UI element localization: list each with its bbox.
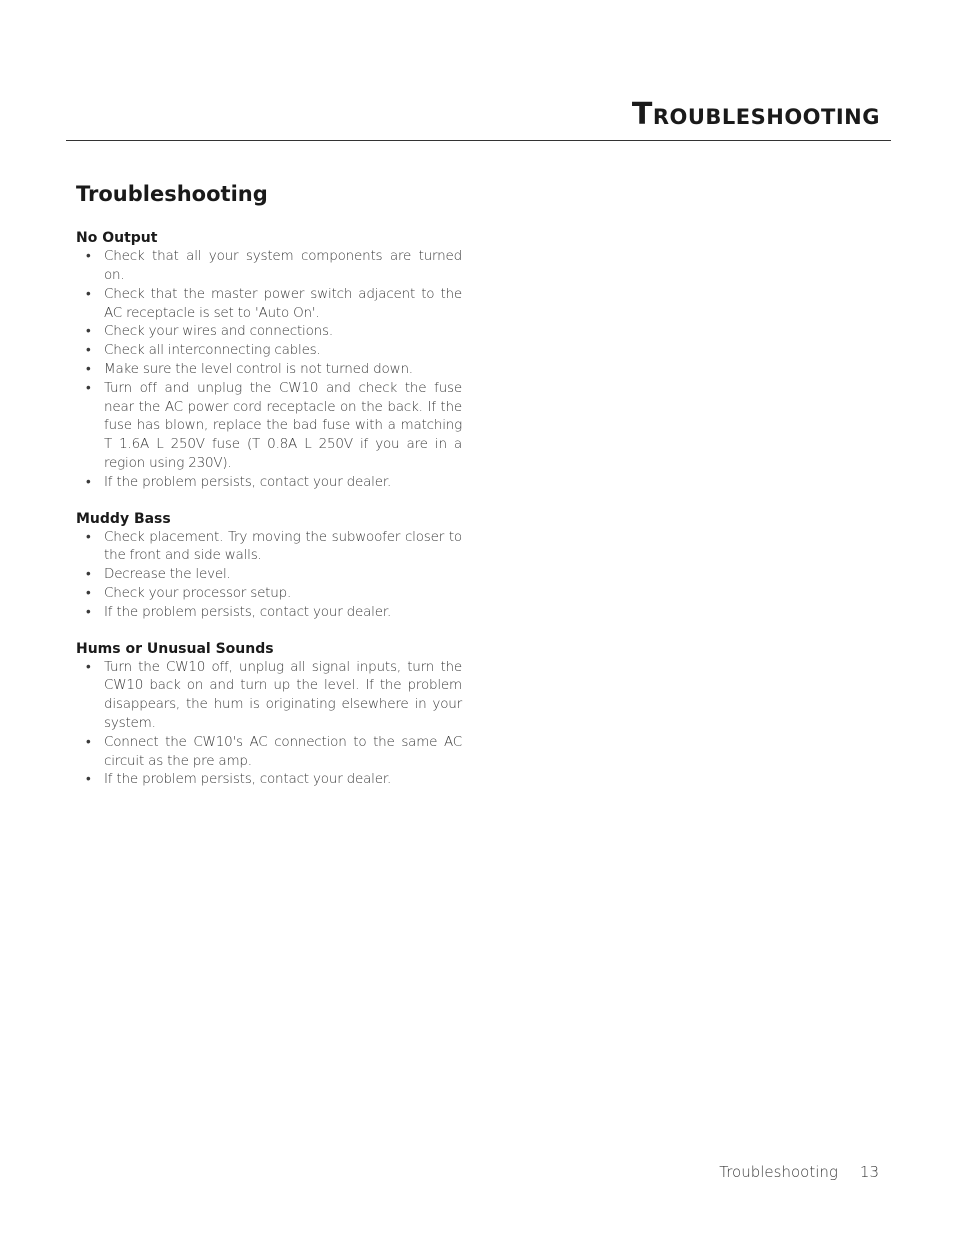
list-item: • Make sure the level control is not turned down. [76,360,462,379]
list-item: • Check placement. Try moving the subwoofer closer to the front and side walls. [76,528,462,566]
subsection-title: Muddy Bass [76,510,171,527]
list-item: • Check all interconnecting cables. [76,341,462,360]
subsection-muddy-bass [76,510,462,622]
list-item: • If the problem persists, contact your dealer. [76,770,462,789]
bullet-list [76,528,462,622]
header-divider [66,140,891,141]
list-item: • Decrease the level. [76,565,462,584]
list-item: • Turn the CW10 off, unplug all signal inputs, turn the CW10 back on and turn up the level. If the problem disappears, the hum is originating elsewhere in your system. [76,658,462,733]
page-number: 13 [859,1163,879,1181]
list-item: • Check that all your system components are turned on. [76,247,462,285]
list-item: • Check your processor setup. [76,584,462,603]
bullet-list [76,658,462,790]
list-item: • If the problem persists, contact your dealer. [76,603,462,622]
subsection-title: No Output [76,230,158,247]
footer-section-label: Troubleshooting [719,1163,838,1181]
list-item: • If the problem persists, contact your dealer. [76,473,462,492]
page-header-title: Troubleshooting [631,97,880,132]
subsection-no-output [76,229,462,491]
list-item: • Check that the master power switch adjacent to the AC receptacle is set to 'Auto On'. [76,285,462,323]
section-title: Troubleshooting [76,182,268,206]
subsection-hums [76,640,462,790]
list-item: • Turn off and unplug the CW10 and check the fuse near the AC power cord receptacle on the back. If the fuse has blown, replace the bad fuse with a matching T 1.6A L 250V fuse (T 0.8A L 250V if you are in a region using 230V). [76,379,462,473]
list-item: • Connect the CW10's AC connection to the same AC circuit as the pre amp. [76,733,462,771]
page-footer [719,1163,879,1181]
list-item: • Check your wires and connections. [76,322,462,341]
bullet-list [76,247,462,491]
main-content [76,182,462,807]
subsection-title: Hums or Unusual Sounds [76,640,274,657]
